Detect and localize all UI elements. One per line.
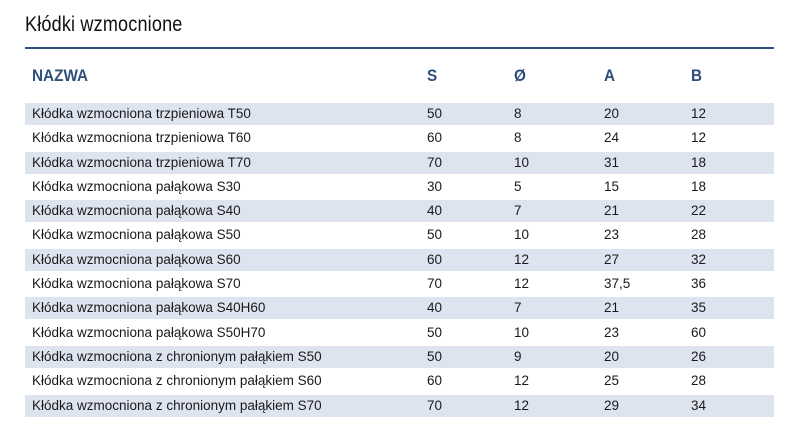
cell-diameter: 8 (514, 106, 522, 121)
cell-s: 50 (427, 324, 443, 340)
cell-a: 31 (604, 154, 620, 170)
header-b: B (691, 66, 703, 85)
table-row (25, 127, 774, 149)
table-row (25, 322, 774, 344)
table-row (25, 346, 774, 368)
cell-diameter: 10 (514, 324, 530, 340)
header-s: S (427, 66, 438, 85)
table-row (25, 370, 774, 392)
cell-a: 20 (604, 348, 620, 364)
cell-s: 60 (427, 130, 443, 146)
header-name: NAZWA (32, 66, 89, 85)
table-row (25, 297, 774, 319)
cell-b: 28 (691, 227, 707, 243)
cell-s: 70 (427, 276, 443, 292)
cell-name: Kłódka wzmocniona z chronionym pałąkiem S50 (32, 348, 322, 364)
cell-b: 60 (691, 324, 707, 340)
cell-s: 40 (427, 300, 443, 316)
page-title: Kłódki wzmocnione (25, 13, 183, 36)
cell-a: 23 (604, 324, 620, 340)
cell-name: Kłódka wzmocniona pałąkowa S40H60 (32, 300, 266, 316)
cell-a: 27 (604, 251, 620, 267)
cell-diameter: 12 (514, 373, 530, 389)
cell-a: 25 (604, 373, 620, 389)
cell-name: Kłódka wzmocniona z chronionym pałąkiem S70 (32, 397, 322, 413)
cell-name: Kłódka wzmocniona z chronionym pałąkiem S60 (32, 373, 322, 389)
cell-a: 15 (604, 178, 620, 194)
table-row (25, 176, 774, 198)
table-row (25, 200, 774, 222)
cell-diameter: 5 (514, 178, 522, 194)
header-diameter: Ø (514, 66, 526, 85)
table-header (25, 66, 774, 90)
cell-a: 24 (604, 130, 620, 146)
cell-diameter: 12 (514, 397, 530, 413)
cell-b: 32 (691, 251, 707, 267)
cell-s: 40 (427, 203, 443, 219)
cell-name: Kłódka wzmocniona trzpieniowa T50 (32, 106, 251, 121)
title-divider (25, 47, 774, 49)
cell-b: 35 (691, 300, 707, 316)
cell-name: Kłódka wzmocniona trzpieniowa T70 (32, 154, 251, 170)
cell-diameter: 9 (514, 348, 522, 364)
cell-name: Kłódka wzmocniona pałąkowa S30 (32, 178, 241, 194)
cell-diameter: 10 (514, 227, 530, 243)
table-row (25, 224, 774, 246)
cell-b: 28 (691, 373, 707, 389)
cell-a: 20 (604, 106, 620, 121)
cell-s: 50 (427, 106, 443, 121)
table-row (25, 249, 774, 271)
cell-b: 36 (691, 276, 707, 292)
table-row (25, 103, 774, 125)
cell-s: 70 (427, 397, 443, 413)
cell-s: 50 (427, 348, 443, 364)
cell-diameter: 8 (514, 130, 522, 146)
table-row (25, 395, 774, 417)
cell-name: Kłódka wzmocniona pałąkowa S50 (32, 227, 241, 243)
cell-b: 22 (691, 203, 707, 219)
cell-diameter: 7 (514, 203, 522, 219)
cell-name: Kłódka wzmocniona pałąkowa S40 (32, 203, 241, 219)
cell-b: 18 (691, 154, 707, 170)
cell-b: 26 (691, 348, 707, 364)
cell-name: Kłódka wzmocniona pałąkowa S60 (32, 251, 241, 267)
cell-s: 70 (427, 154, 443, 170)
cell-a: 21 (604, 300, 620, 316)
cell-s: 60 (427, 251, 443, 267)
cell-b: 12 (691, 106, 707, 121)
cell-s: 60 (427, 373, 443, 389)
table-row (25, 152, 774, 174)
cell-name: Kłódka wzmocniona pałąkowa S50H70 (32, 324, 266, 340)
cell-a: 29 (604, 397, 620, 413)
cell-a: 37,5 (604, 276, 631, 292)
cell-name: Kłódka wzmocniona pałąkowa S70 (32, 276, 241, 292)
cell-b: 12 (691, 130, 707, 146)
cell-b: 18 (691, 178, 707, 194)
table-row (25, 273, 774, 295)
cell-a: 21 (604, 203, 620, 219)
cell-diameter: 12 (514, 276, 530, 292)
table-body (25, 103, 774, 419)
header-a: A (604, 66, 616, 85)
cell-b: 34 (691, 397, 707, 413)
cell-diameter: 7 (514, 300, 522, 316)
cell-s: 30 (427, 178, 443, 194)
cell-s: 50 (427, 227, 443, 243)
cell-name: Kłódka wzmocniona trzpieniowa T60 (32, 130, 251, 146)
cell-diameter: 12 (514, 251, 530, 267)
cell-a: 23 (604, 227, 620, 243)
cell-diameter: 10 (514, 154, 530, 170)
